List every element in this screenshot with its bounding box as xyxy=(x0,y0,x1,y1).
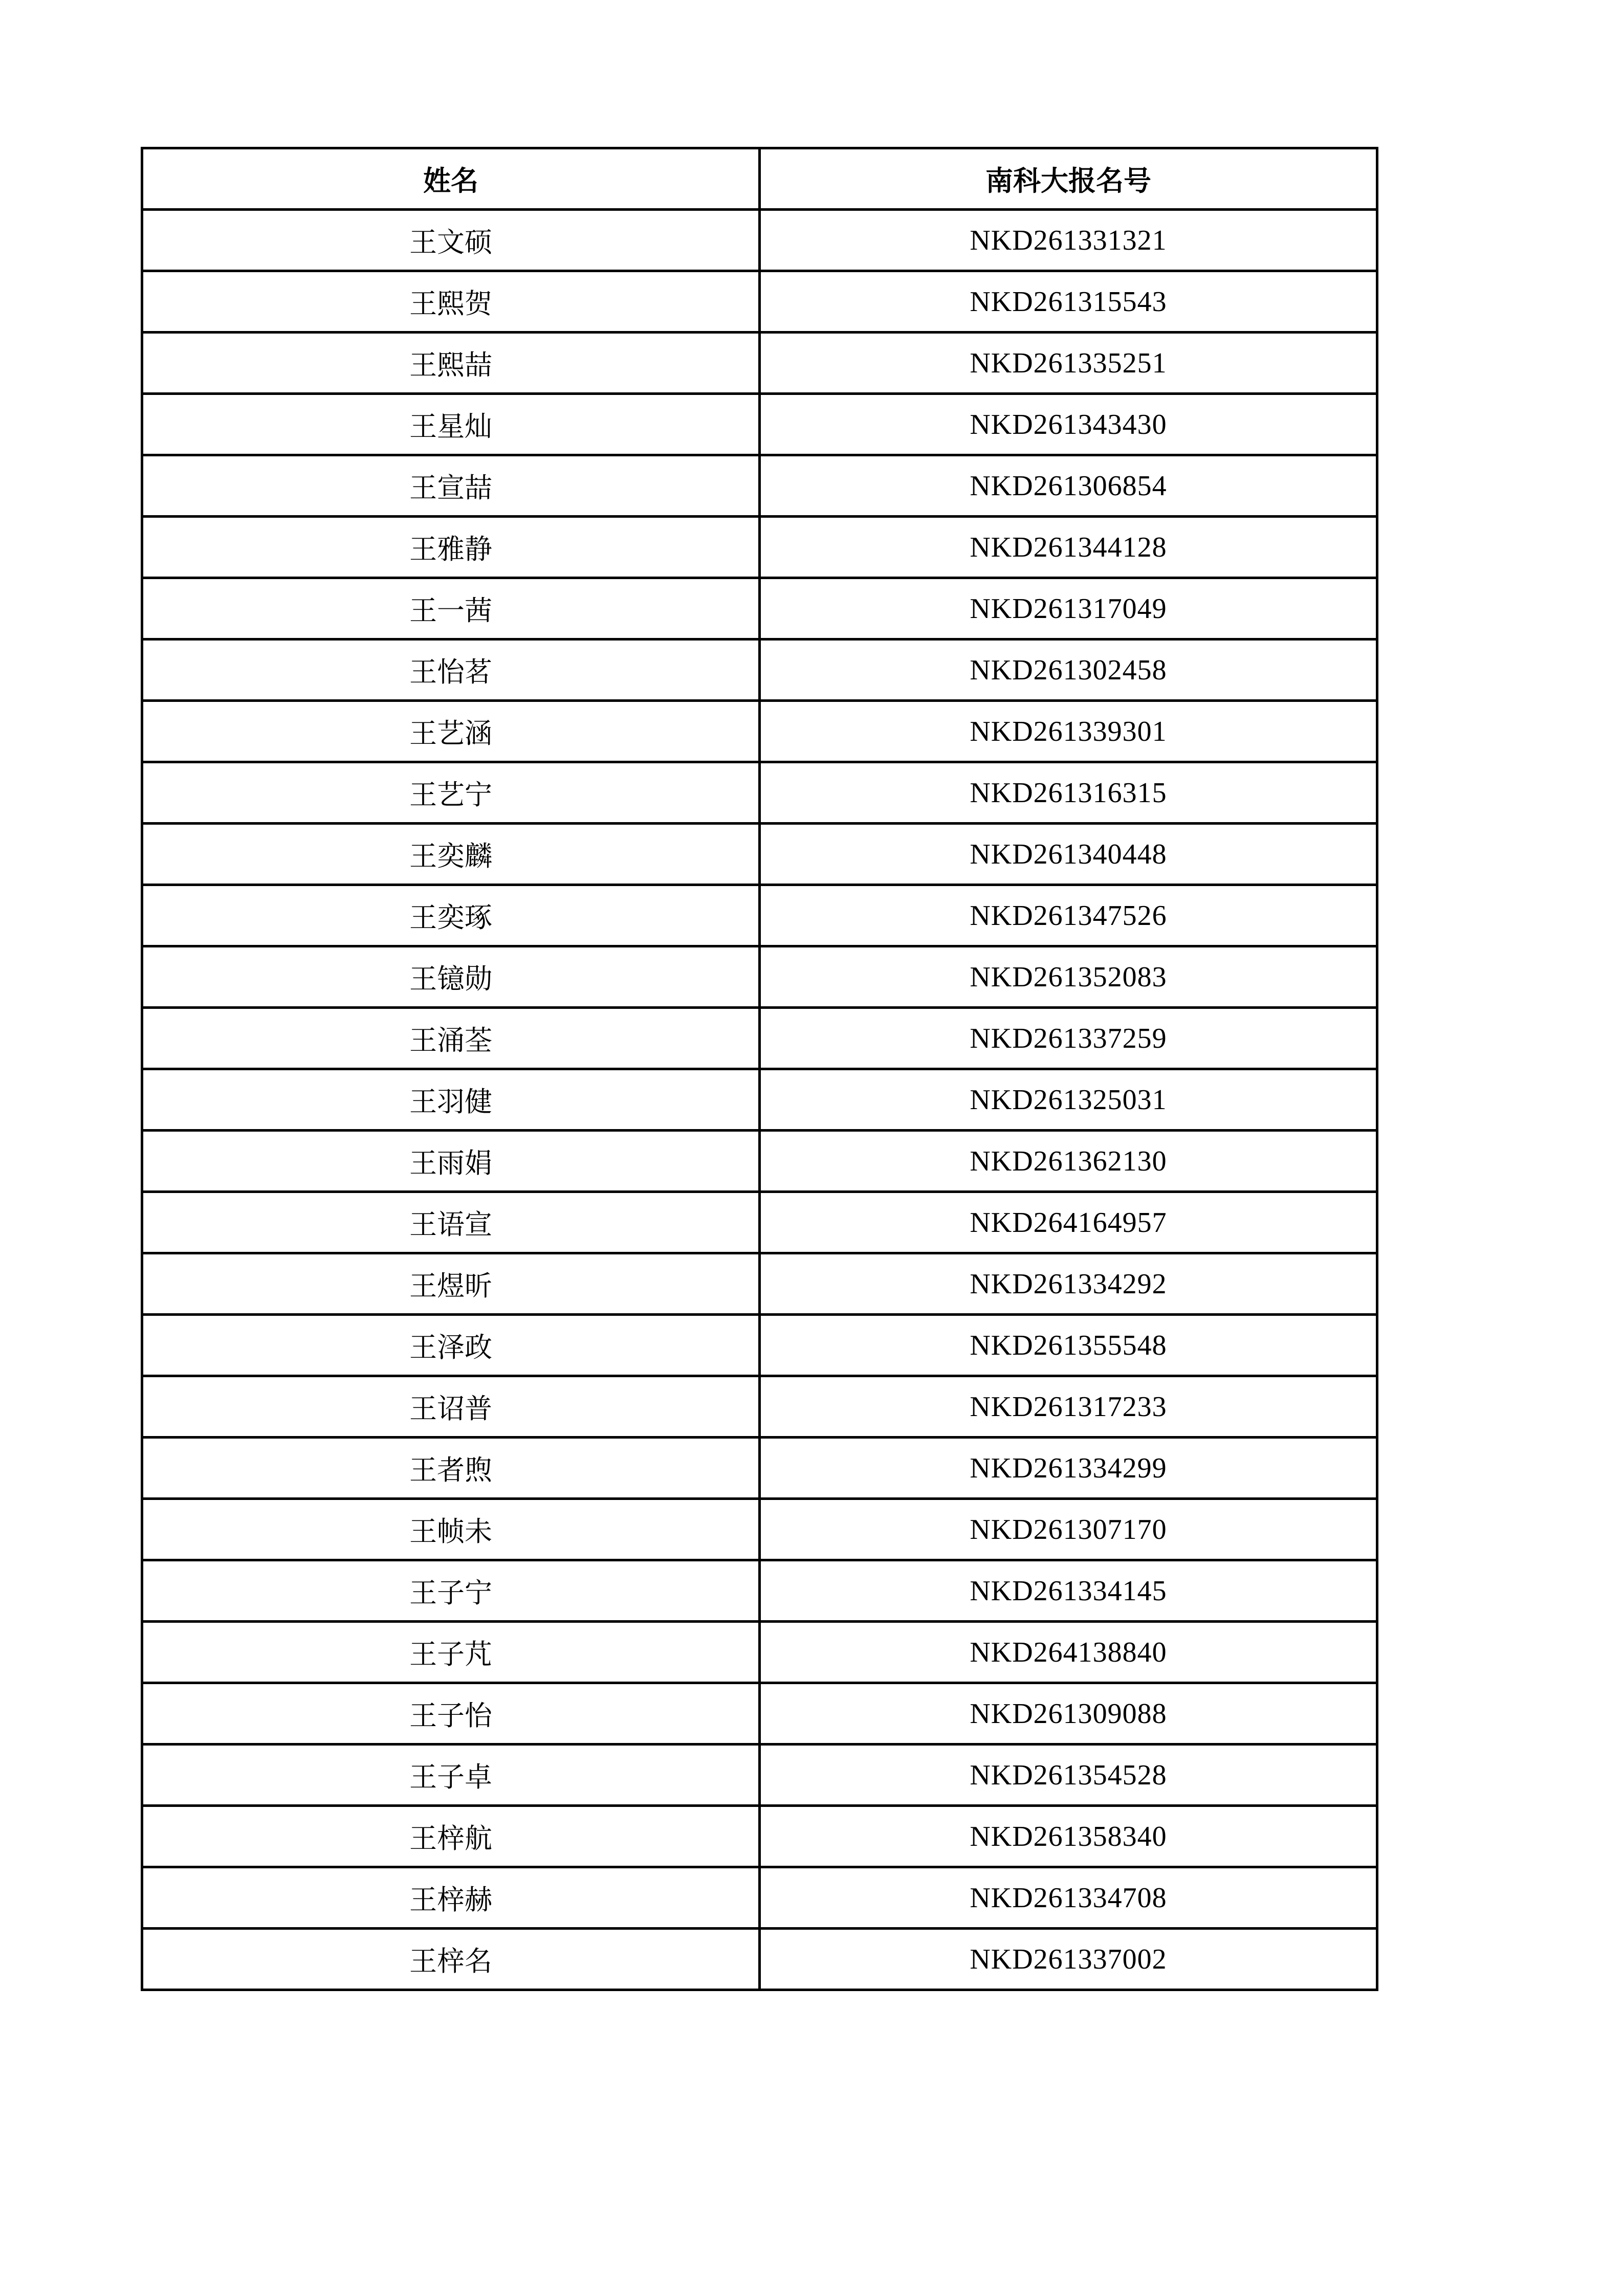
table-row xyxy=(142,333,1377,394)
cell-registration-no: NKD261334299 xyxy=(760,1438,1377,1499)
cell-registration-no: NKD261337002 xyxy=(760,1929,1377,1990)
cell-registration-no: NKD261354528 xyxy=(760,1745,1377,1806)
cell-name: 王涌荃 xyxy=(142,1008,760,1069)
table-row xyxy=(142,885,1377,946)
cell-name: 王熙贺 xyxy=(142,271,760,333)
table-row xyxy=(142,578,1377,639)
cell-registration-no: NKD261315543 xyxy=(760,271,1377,333)
cell-registration-no: NKD261331321 xyxy=(760,210,1377,271)
table-row xyxy=(142,1622,1377,1683)
table-row xyxy=(142,639,1377,701)
table-row xyxy=(142,1192,1377,1253)
cell-registration-no: NKD261307170 xyxy=(760,1499,1377,1560)
cell-registration-no: NKD261343430 xyxy=(760,394,1377,455)
cell-registration-no: NKD261309088 xyxy=(760,1683,1377,1745)
cell-name: 王煜昕 xyxy=(142,1253,760,1315)
cell-registration-no: NKD261340448 xyxy=(760,824,1377,885)
header-name: 姓名 xyxy=(142,148,760,210)
cell-name: 王梓名 xyxy=(142,1929,760,1990)
cell-registration-no: NKD264138840 xyxy=(760,1622,1377,1683)
table-row xyxy=(142,762,1377,824)
cell-name: 王者煦 xyxy=(142,1438,760,1499)
cell-registration-no: NKD261352083 xyxy=(760,946,1377,1008)
table-row xyxy=(142,701,1377,762)
cell-name: 王子宁 xyxy=(142,1560,760,1622)
cell-name: 王艺涵 xyxy=(142,701,760,762)
cell-name: 王帧未 xyxy=(142,1499,760,1560)
table-row xyxy=(142,1315,1377,1376)
cell-name: 王熙喆 xyxy=(142,333,760,394)
registration-table xyxy=(141,147,1378,1991)
cell-name: 王泽政 xyxy=(142,1315,760,1376)
cell-name: 王梓航 xyxy=(142,1806,760,1867)
cell-name: 王子芃 xyxy=(142,1622,760,1683)
cell-registration-no: NKD261355548 xyxy=(760,1315,1377,1376)
table-row xyxy=(142,1745,1377,1806)
table-row xyxy=(142,1131,1377,1192)
cell-name: 王奕麟 xyxy=(142,824,760,885)
table-row xyxy=(142,210,1377,271)
cell-name: 王诏普 xyxy=(142,1376,760,1438)
cell-name: 王宣喆 xyxy=(142,455,760,517)
cell-name: 王文硕 xyxy=(142,210,760,271)
table-row xyxy=(142,1008,1377,1069)
cell-registration-no: NKD261317233 xyxy=(760,1376,1377,1438)
cell-name: 王语宣 xyxy=(142,1192,760,1253)
table-row xyxy=(142,946,1377,1008)
cell-name: 王一茜 xyxy=(142,578,760,639)
cell-registration-no: NKD264164957 xyxy=(760,1192,1377,1253)
table-row xyxy=(142,517,1377,578)
table-row xyxy=(142,271,1377,333)
cell-registration-no: NKD261358340 xyxy=(760,1806,1377,1867)
table-row xyxy=(142,1499,1377,1560)
cell-name: 王艺宁 xyxy=(142,762,760,824)
cell-registration-no: NKD261362130 xyxy=(760,1131,1377,1192)
table-row xyxy=(142,824,1377,885)
table-row xyxy=(142,1806,1377,1867)
table-row xyxy=(142,455,1377,517)
table-row xyxy=(142,1560,1377,1622)
table-row xyxy=(142,1376,1377,1438)
table-row xyxy=(142,1069,1377,1131)
cell-name: 王雅静 xyxy=(142,517,760,578)
cell-registration-no: NKD261325031 xyxy=(760,1069,1377,1131)
cell-registration-no: NKD261317049 xyxy=(760,578,1377,639)
table-body xyxy=(142,210,1377,1990)
cell-name: 王镱勋 xyxy=(142,946,760,1008)
cell-registration-no: NKD261334292 xyxy=(760,1253,1377,1315)
cell-name: 王子卓 xyxy=(142,1745,760,1806)
table-row xyxy=(142,394,1377,455)
cell-registration-no: NKD261316315 xyxy=(760,762,1377,824)
cell-registration-no: NKD261306854 xyxy=(760,455,1377,517)
cell-registration-no: NKD261302458 xyxy=(760,639,1377,701)
cell-name: 王子怡 xyxy=(142,1683,760,1745)
cell-registration-no: NKD261337259 xyxy=(760,1008,1377,1069)
table-row xyxy=(142,1253,1377,1315)
cell-name: 王梓赫 xyxy=(142,1867,760,1929)
cell-registration-no: NKD261334708 xyxy=(760,1867,1377,1929)
cell-name: 王星灿 xyxy=(142,394,760,455)
cell-registration-no: NKD261344128 xyxy=(760,517,1377,578)
table-row xyxy=(142,1683,1377,1745)
cell-registration-no: NKD261335251 xyxy=(760,333,1377,394)
cell-name: 王雨娟 xyxy=(142,1131,760,1192)
table-row xyxy=(142,1929,1377,1990)
cell-name: 王奕琢 xyxy=(142,885,760,946)
cell-registration-no: NKD261339301 xyxy=(760,701,1377,762)
cell-name: 王羽健 xyxy=(142,1069,760,1131)
table-row xyxy=(142,1867,1377,1929)
table-row xyxy=(142,1438,1377,1499)
cell-name: 王怡茗 xyxy=(142,639,760,701)
header-registration-no: 南科大报名号 xyxy=(760,148,1377,210)
cell-registration-no: NKD261334145 xyxy=(760,1560,1377,1622)
cell-registration-no: NKD261347526 xyxy=(760,885,1377,946)
table-header-row xyxy=(142,148,1377,210)
